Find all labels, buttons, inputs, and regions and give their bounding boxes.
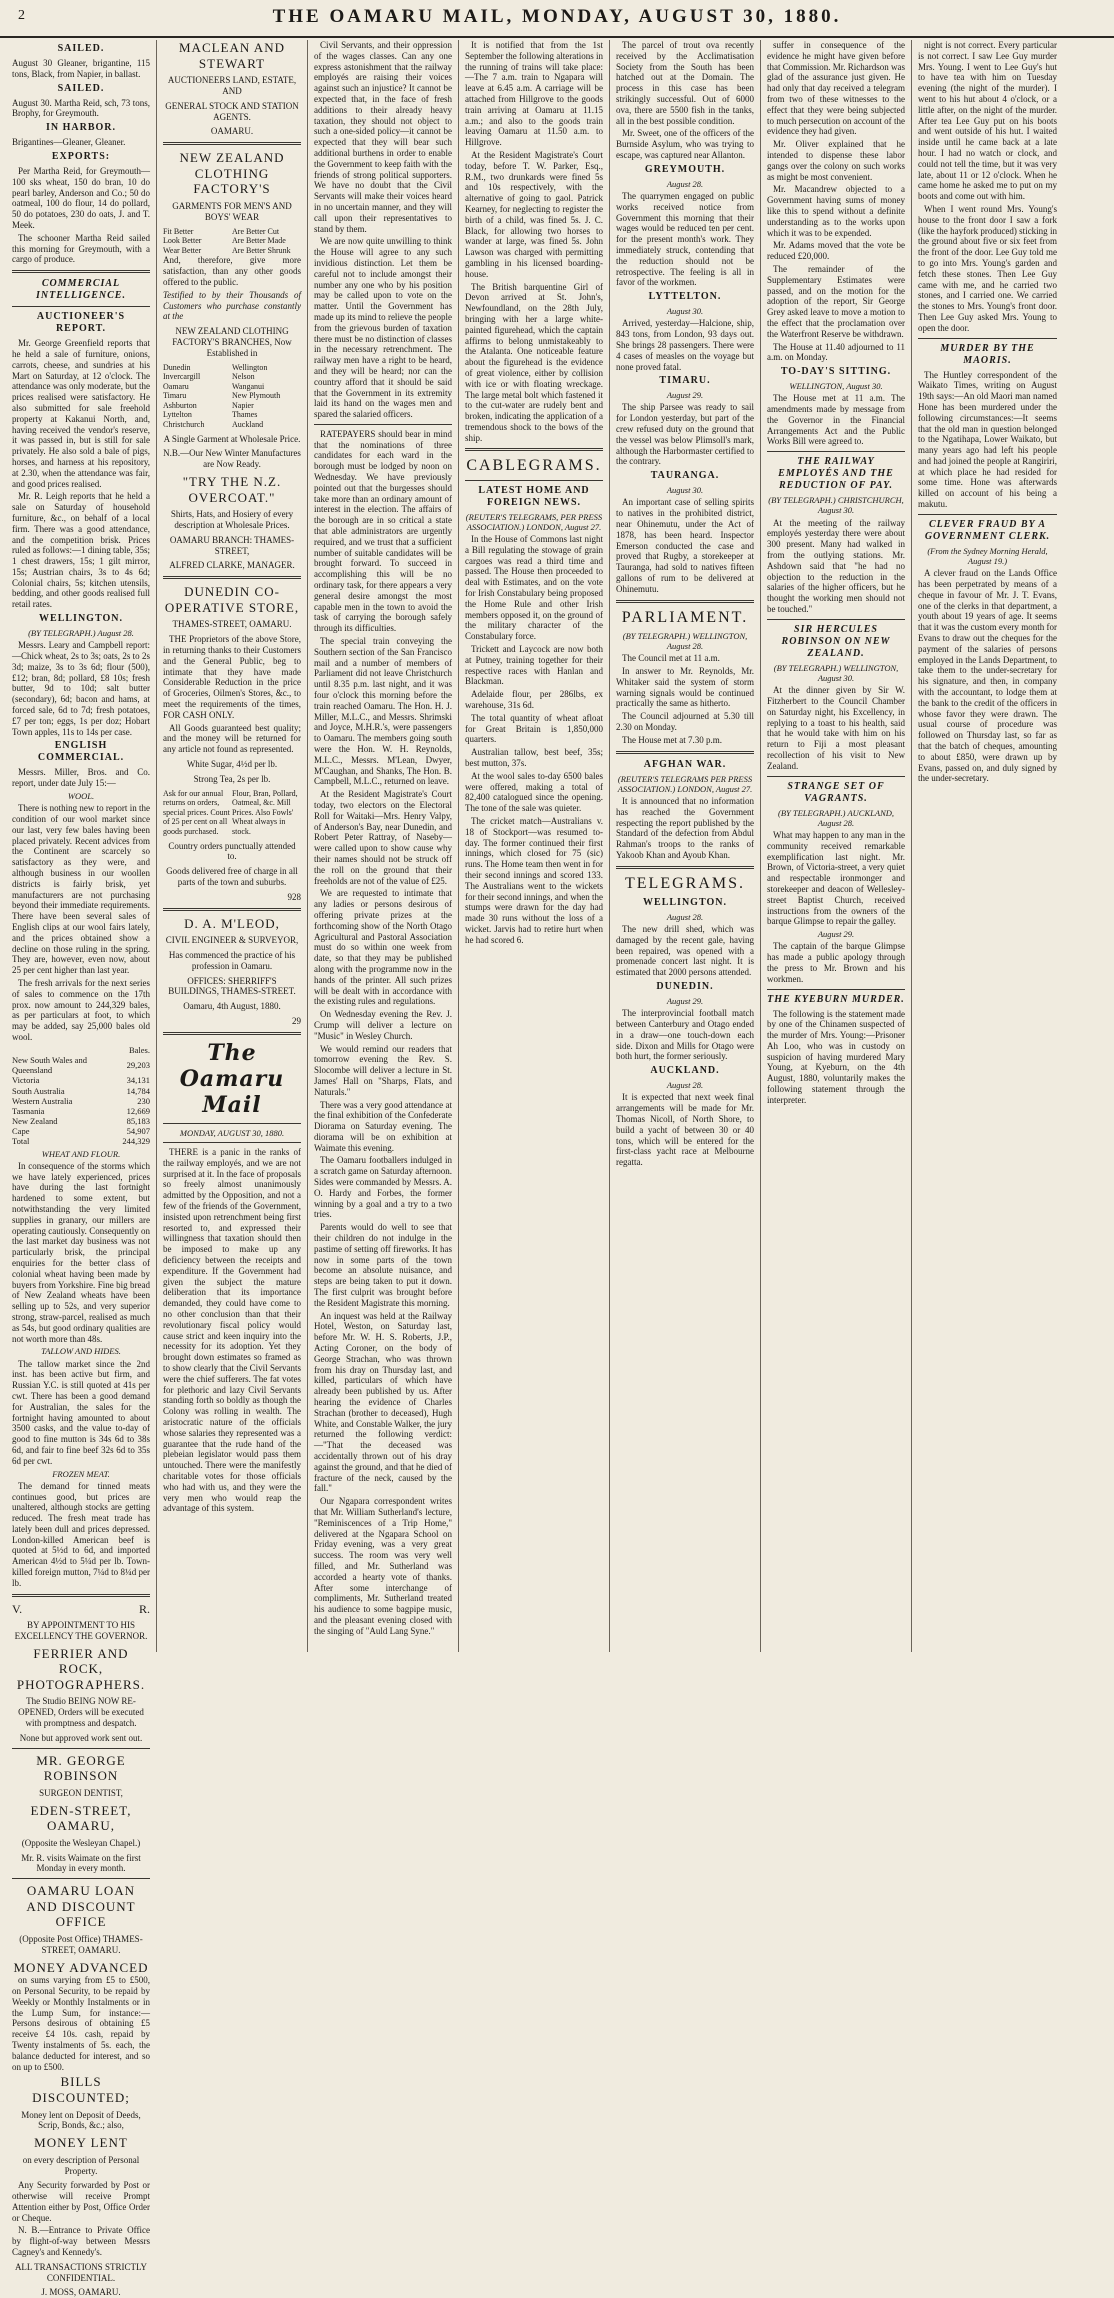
railway-sub: (BY TELEGRAPH.) CHRISTCHURCH, August 30. — [768, 495, 904, 516]
divider — [12, 1878, 150, 1879]
bales-total-label: Total — [12, 1136, 30, 1147]
entrance-text: N. B.—Entrance to Private Office by flight-of-way between Messrs Cagney's and Kennedy's. — [12, 2225, 150, 2258]
article-text: It is notified that from the 1st September the following alterations in the running of trains will take place:—The 7 a.m. train to Ngapara will leave at 6.45 a.m. A carriage will be attached from Hillgrove to the goods train arriving at Oamaru at 11.15 a.m.; and also to the goods train leaving Oamaru at 11.50 a.m. to Hillgrove. — [465, 40, 603, 148]
vagrants-text2: The captain of the barque Glimpse has made a public apology through the press to Mr. Brown and his workmen. — [767, 941, 905, 984]
divider — [767, 619, 905, 620]
bales-name: South Australia — [12, 1085, 65, 1096]
nzc-left-item: Look Better — [163, 236, 202, 246]
article-text: Civil Servants, and their oppression of the wages classes. Can any one express astonishment that the railway employés are raising their voices against such an injustice? It cannot be expected that, in the face of fresh additions to their already heavy taxation, they should not object to such a one-sided policy—it cannot be expected that they will bear such additional burthens in order to enable the Government to keep faith with the friends of strong political supporters. We have no doubt that the Civil Servants will make their voices heard in no uncertain manner, and they will call upon their representatives to stand by them. — [314, 40, 452, 234]
nzc-branch: Nelson — [232, 372, 255, 382]
cablegrams-source: (REUTER'S TELEGRAMS, PER PRESS ASSOCIATION.) LONDON, August 27. — [465, 511, 603, 532]
telegrams-place: WELLINGTON. — [643, 896, 727, 908]
page-number: 2 — [18, 8, 25, 23]
newspaper-title: THE OAMARU MAIL, MONDAY, AUGUST 30, 1880. — [272, 6, 842, 27]
maclean-town: OAMARU. — [210, 126, 254, 137]
mleod-number: 29 — [292, 1015, 301, 1026]
column-7 — [912, 40, 1063, 1652]
article-text: The British barquentine Girl of Devon arrived at St. John's, Newfoundland, on the 28th July, bringing with her a large white-painted figurehead, which the captain affirms to belong unmistakeably to the Atalanta. One noticeable feature about the figurehead is the evidence of great violence, either by collision with ice or with floating wreckage. The large metal bolt which fastened it to the cut-water are rudely bent and broken, indicating the application of a tremendous shock to the bows of the ship. — [465, 281, 603, 443]
auckland-date: August 28. — [666, 1080, 704, 1091]
exports-heading: EXPORTS: — [51, 150, 111, 162]
maclean-sub2: GENERAL STOCK AND STATION AGENTS. — [165, 100, 299, 122]
nzc-branch: Wanganui — [232, 381, 265, 391]
moss-signature: J. MOSS, OAMARU. — [41, 2287, 121, 2298]
cable-text: Australian tallow, best beef, 35s; best mutton, 37s. — [465, 747, 603, 768]
article-text: suffer in consequence of the evidence he might have given before that Commission. Mr. Richardson was glad of the assurance just given. He had only that day received a telegram from two of these witnesses to the effect that they were being subjected to much persecution on account of the evidence they had given. — [767, 40, 905, 137]
article-text: There was a very good attendance at the final exhibition of the Confederate Diorama on Saturday evening. The diorama will be on exhibition at Waimate this evening. — [314, 1099, 452, 1153]
parliament-text: The House met at 7.30 p.m. — [622, 734, 722, 745]
masthead — [0, 0, 1114, 38]
coop-heading: DUNEDIN CO-OPERATIVE STORE, — [164, 584, 300, 615]
lyttelton-heading: LYTTELTON. — [648, 291, 722, 303]
wheat-heading: WHEAT AND FLOUR. — [41, 1148, 121, 1159]
wellington-commercial-heading: WELLINGTON. — [39, 613, 123, 625]
nzc-right-item: Are Better Shrunk — [232, 245, 291, 255]
loan-heading: OAMARU LOAN AND DISCOUNT OFFICE — [26, 1883, 136, 1930]
divider — [12, 1594, 150, 1597]
dunedin-text: The interprovincial football match between Canterbury and Otago ended in a draw—one touch-down each side. Dixon and Mills for Otago were both hurt, the former seriously. — [616, 1008, 754, 1062]
nzc-testified: Testified to by their Thousands of Customers who purchase constantly at the — [163, 289, 301, 322]
bales-name: Tasmania — [12, 1105, 45, 1116]
nzc-sub: GARMENTS FOR MEN'S AND BOYS' WEAR — [172, 200, 292, 222]
security-text: Any Security forwarded by Post or otherwise will receive Prompt Attention either by Post, Office Order or Cheque. — [12, 2180, 150, 2223]
article-text: Mr. Adams moved that the vote be reduced £20,000. — [767, 240, 905, 262]
article-text: At the Resident Magistrate's Court today, two electors on the Electoral Roll for Waitaki—Mrs. Henry Valpy, of Anderson's Bay, near Dunedin, and Robert Peter Rattray, of Naseby—were called upon to show cause why their names should not be struck off the roll on the ground that their freeholds are not of the value of £25. — [314, 789, 452, 886]
nzc-branch: Christchurch — [163, 420, 205, 430]
nzc-nb: N.B.—Our New Winter Manufactures are Now Ready. — [163, 448, 301, 470]
loan-address: (Opposite Post Office) THAMES-STREET, OAMARU. — [19, 1933, 143, 1955]
bales-total: 244,329 — [122, 1136, 150, 1147]
leigh-text: Mr. R. Leigh reports that he held a sale on Saturday of household furniture, &c., on behalf of a local firm. There was a good attendance, and the competition brisk. Prices ruled as follows:—1 dining table, 35s; 1 chest drawers, 15s; 1 gilt mirror, 15s; Austrian chairs, 3s to 4s 6d; Colonial chairs, 5s; kitchen utensils, bedding, and other goods realised full retail rates. — [12, 491, 150, 610]
nzc-branch-address: OAMARU BRANCH: THAMES-STREET, — [169, 534, 295, 556]
nzc-branch: Timaru — [163, 391, 187, 401]
wellington-commercial-sub: (BY TELEGRAPH.) August 28. — [28, 628, 134, 639]
divider — [12, 1748, 150, 1749]
nzc-branches — [163, 363, 301, 430]
article-text: When I went round Mrs. Young's house to the front door I saw a fork (like the hayfork produced) sticking in the ground about five or six feet from the front of the door. Lee Guy told me to go into Mrs. Young's garden and fetch these stones. Then Lee Guy came with me, and he carried two stones, and I carried one. We carried the stones to Mrs. Young's front door. Then Lee Guy asked Mrs. Young to open the door. — [918, 203, 1057, 333]
telegrams-heading: TELEGRAMS. — [625, 874, 745, 892]
kyeburn-heading: THE KYEBURN MURDER. — [767, 993, 905, 1005]
cable-text: The total quantity of wheat afloat for Great Britain is 1,850,000 quarters. — [465, 712, 603, 745]
table-row — [12, 1126, 150, 1136]
fraud-sub: (From the Sydney Morning Herald, August 19.) — [927, 545, 1048, 567]
timaru-date: August 29. — [666, 390, 704, 401]
column-6 — [761, 40, 912, 1652]
divider — [767, 776, 905, 777]
nzc-single: A Single Garment at Wholesale Price. — [163, 433, 301, 444]
article-text: We would remind our readers that tomorrow evening the Rev. S. Slocombe will deliver a lecture in St. James' Hall on "Sharps, Flats, and Naturals." — [314, 1043, 452, 1097]
nzc-right-item: Are Better Cut — [232, 226, 280, 236]
harbor-heading: IN HARBOR. — [45, 122, 116, 134]
tauranga-heading: TAURANGA. — [650, 470, 720, 482]
article-text: At the Resident Magistrate's Court today, before T. W. Parker, Esq., R.M., two drunkards were fined 5s and 10s respectively, with the alternative of going to gaol. Patrick Kearney, for neglecting to register the birth of a child, was fined 5s. J. C. Black, for allowing two horses to wander at large, was fined 5s. John Lawson was charged with permitting gambling in his licensed boarding-house. — [465, 149, 603, 279]
english-commercial-text: Messrs. Miller, Bros. and Co. report, under date July 15:— — [12, 767, 150, 789]
column-3 — [308, 40, 459, 1652]
harbor-text: Brigantines—Gleaner, Gleaner. — [12, 137, 126, 148]
coop-ask — [163, 789, 301, 837]
column-2 — [157, 40, 308, 1652]
divider — [163, 908, 301, 911]
divider — [767, 451, 905, 452]
bales-name: New South Wales and Queensland — [12, 1054, 87, 1076]
nzc-branch: Thames — [232, 410, 258, 420]
dentist-address: EDEN-STREET, OAMARU, — [30, 1802, 132, 1834]
bales-name: Western Australia — [12, 1095, 73, 1106]
vagrants-heading: STRANGE SET OF VAGRANTS. — [787, 780, 885, 804]
nzc-left-item: Fit Better — [163, 226, 194, 236]
greymouth-heading: GREYMOUTH. — [644, 163, 726, 175]
vagrants-sub: (BY TELEGRAPH.) AUCKLAND, August 28. — [777, 807, 895, 828]
mleod-date: Oamaru, 4th August, 1880. — [183, 1001, 281, 1012]
cable-text: Trickett and Laycock are now both at Putney, training together for their respective races with Hanlan and Blackman. — [465, 644, 603, 687]
tauranga-text: An important case of selling spirits to natives in the prohibited district, near Ohinemutu, under the Act of 1878, has been heard. Inspector Emerson conducted the case and proved that Rugby, a storekeeper at Tauranga, had sold to natives fifteen gallons of rum to be delivered at Ohinemutu. — [616, 497, 754, 594]
divider — [767, 989, 905, 990]
nzc-branch: Wellington — [232, 362, 268, 372]
sailed-text: August 30. Martha Reid, sch, 73 tons, Brophy, for Greymouth. — [12, 97, 150, 119]
sailed-heading: SAILED. — [57, 82, 105, 94]
divider — [314, 424, 452, 425]
coop-sugar: White Sugar, 4½d per lb. — [186, 758, 278, 769]
mleod-sub: CIVIL ENGINEER & SURVEYOR, — [165, 935, 299, 946]
money-advanced: MONEY ADVANCED — [13, 1959, 149, 1975]
table-row — [12, 1116, 150, 1126]
wellington-commercial-text: Messrs. Leary and Campbell report:—Chick wheat, 2s to 3s; oats, 2s to 2s 3d; maize, 3s to 3s 6d; flour (500), £12; bran, 8d; pollard, £8 10s; fresh butter, 9d to 10d; salt butter (secondary), 6d; bacon and hams, at forced sale, 6d to 7d; fresh potatoes, £7 per ton; eggs, 1s per doz; Hobart Town apples, 11s to 14s per case. — [12, 640, 150, 737]
bales-value: 14,784 — [126, 1085, 150, 1096]
ferrier-text: The Studio BEING NOW RE-OPENED, Orders will be executed with promptness and despatch. — [18, 1696, 144, 1729]
exports-text: Per Martha Reid, for Greymouth—100 sks wheat, 150 do bran, 10 do pearl barley, Anderson and Co.; 50 do oatmeal, 100 do flour, 14 do pollard, 50 do potatoes, 230 do oats, J. and T. Meek. — [12, 165, 150, 230]
article-text: night is not correct. Every particular is not correct. I saw Lee Guy murder Mrs. Young. I went to Lee Guy's hut to have tea with him on Tuesday evening (the night of the murder). I went to his hut about 4 o'clock, or a little after, on the night of the murder. After tea Lee Guy put on his boots and went outside of his hut. I waited inside until he came back at a late hour. I had no watch or clock, and could not tell the time, but it was very late, about 11 or 12 o'clock. When he came home he asked me to put on my boots and come out with him. — [918, 40, 1057, 202]
article-text: On Wednesday evening the Rev. J. Crump will deliver a lecture on "Music" in Wesley Church. — [314, 1009, 452, 1041]
editorial-text: THERE is a panic in the ranks of the railway employés, and we are not surprised at it. In the face of proposals so freely almost unanimously admitted by the Opposition, and not a few of the friends of the Government, insisted upon retrenchment being first resorted to, and expressed their willingness that taxation should then be imposed to make up any deficiency between the receipts and expenditure. If the Government had given the subject the mature deliberation that its importance demanded, they could have come to no other conclusion than that their revolutionary fiscal policy would cause strict and keen inquiry into the necessity for its adoption. Yet they brought down estimates so framed as to show clearly that the Civil Servants were the chief sufferers. The fat votes for plethoric and lazy Civil Servants standing forth so boldly as though the Colony was rolling in wealth. The aristocratic nature of the officials whose salaries they represented was a guarantee that the rude hand of the plebeian legislator would pass them untouched. There were the manifestly charitable votes for those officials who had with us, and they were the very men who would reap the advantage of this system. — [163, 1147, 301, 1514]
bales-name: Victoria — [12, 1075, 40, 1086]
cablegrams-heading: CABLEGRAMS. — [466, 457, 602, 475]
dentist-title: SURGEON DENTIST, — [39, 1787, 123, 1798]
table-row — [12, 1075, 150, 1085]
dentist-name: MR. GEORGE ROBINSON — [36, 1752, 126, 1784]
maclean-sub1: AUCTIONEERS LAND, ESTATE, AND — [167, 75, 297, 96]
sitting-sub: WELLINGTON, August 30. — [789, 381, 883, 392]
bales-value: 29,203 — [126, 1060, 150, 1071]
wheat-text: In consequence of the storms which we have lately experienced, prices have during the last fortnight hardened to some extent, but notwithstanding the very limited supplies in granary, our millers are operating cautiously. Consequently on the last market day business was not particularly brisk, the principal enquiries for the better class of colonial wheat having been made by buyers from Yorkshire. Fine big bread of New Zealand wheats have been selling up to 52s, and very superior strong, straw-parcel, realised as much as 54s, but good ordinary qualities are not worth more than 48s. — [12, 1160, 150, 1344]
column-1 — [6, 40, 157, 2298]
divider — [12, 270, 150, 273]
nzc-branch: Dunedin — [163, 362, 191, 372]
robinson-sub: (BY TELEGRAPH.) WELLINGTON, August 30. — [773, 662, 899, 684]
nzc-manager: ALFRED CLARKE, MANAGER. — [169, 560, 295, 571]
lyttelton-date: August 30. — [666, 306, 704, 317]
article-text: Mr. Oliver explained that he intended to dispense these labor gangs over the colony on such works as might be most convenient. — [767, 139, 905, 182]
nzc-branch: New Plymouth — [232, 391, 281, 401]
maori-text: The Huntley correspondent of the Waikato Times, writing on August 19th says:—An old Maori man named Hone has been murdered under the following circumstances:—It seems that the old man in question belonged to the Ngatihapa, Lower Waikato, but many years ago had left his people and had joined the people at Rangiriri, at which place he had resided for some time. Hone was afterwards killed on account of his being a makutu. — [918, 369, 1057, 510]
mleod-heading: D. A. M'LEOD, — [184, 915, 280, 931]
article-text: Parents would do well to see that their children do not indulge in the pastime of setting off fireworks. It has now in some parts of the town become an absolute nuisance, and steps are being taken to put it down. The first culprit was brought before the Resident Magistrate this morning. — [314, 1222, 452, 1308]
nzc-branches-heading: NEW ZEALAND CLOTHING FACTORY'S BRANCHES, Now Established in — [172, 326, 292, 358]
article-text: The House at 11.40 adjourned to 11 a.m. on Monday. — [767, 341, 905, 363]
cable-text: In the House of Commons last night a Bill regulating the stowage of grain cargoes was read a third time and passed. The House then proceeded to deal with Estimates, and on the vote for Irish Constabulary being proposed the Home Rule and other Irish members opposed it, on the ground of the military character of the Constabulary force. — [465, 534, 603, 642]
money-lent-text: on every description of Personal Property. — [22, 2154, 140, 2176]
greymouth-text: The quarrymen engaged on public works received notice from Government this morning that their wages would be reduced ten per cent. for the present month's work. They immediately struck, contending that the reduction should not be retrospective. The feeling is all in favor of the workmen. — [616, 190, 754, 288]
fraud-text: A clever fraud on the Lands Office has been perpetrated by means of a cheque in favour of Mr. J. T. Evans, one of the clerks in that department, a youth about 19 years of age. It seems that it was the custom every month for Evans to draw out the cheques for the payment of the salaries of persons employed in the Lands Department, to take them to the under-secretary for his signature, and then, in company with the accountant, to lodge them at the bank to the credit of the officers in whose favor they were drawn. The usual course of procedure was followed on Thursday last, so far as that the batch of cheques, amounting to about £850, were drawn up by Evans, passed on, and duly signed by the under-secretary. — [918, 568, 1057, 784]
dentist-sub: (Opposite the Wesleyan Chapel.) — [21, 1837, 141, 1848]
divider — [163, 142, 301, 145]
nzc-right-item: Are Better Made — [232, 236, 286, 246]
timaru-text: The ship Parsee was ready to sail for London yesterday, but part of the crew refused duty on the ground that the vessel was below Plimsoll's mark, although the Harbormaster certified to the contrary. — [616, 402, 754, 467]
wool-heading: WOOL. — [67, 791, 95, 802]
article-text: The Oamaru footballers indulged in a scratch game on Saturday afternoon. Sides were commanded by Messrs. A. O. Hardy and Forbes, the former winning by a goal and a try to a two tries. — [314, 1155, 452, 1220]
coop-tea: Strong Tea, 2s per lb. — [193, 773, 271, 784]
bales-value: 34,131 — [126, 1075, 150, 1086]
table-row — [12, 1055, 150, 1075]
vagrants-date: August 29. — [817, 929, 855, 940]
divider — [12, 306, 150, 307]
tallow-text: The tallow market since the 2nd inst. has been active but firm, and Russian Y.C. is still quoted at 41s per cwt. There has been a good demand for Australian, the sales for the fortnight having amounted to about 3500 casks, and the value to-day of good to fine mutton is 34s 6d to 38s 6d, and fair to fine beef 32s 6d to 35s 6d per cwt. — [12, 1358, 150, 1466]
divider — [465, 480, 603, 481]
cablegrams-sub: LATEST HOME AND FOREIGN NEWS. — [478, 484, 590, 508]
article-text: The special train conveying the Southern section of the San Francisco mail and a number of members of Parliament did not leave Christchurch until 8.35 p.m. last night, and it was four o'clock this morning before the train reached Oamaru. The Hon. H. J. Miller, M.L.C., and Messrs. Shrimski and Joyce, M.H.R.'s, were passengers to Oamaru. The members going south were the Hon. W. H. Reynolds, M.L.C., Messrs. M'Lean, Dwyer, M'Caughan, and Shanks, The Hon. B. Campbell, M.L.C., returned on leave. — [314, 636, 452, 787]
bales-value: 54,907 — [126, 1126, 150, 1137]
cable-text: At the wool sales to-day 6500 bales were offered, making a total of 82,400 catalogued since the opening. The tone of the sale was quieter. — [465, 770, 603, 814]
nzc-branch: Napier — [232, 400, 254, 410]
cable-text: The cricket match—Australians v. 18 of Stockport—was resumed to-day. The former continued their first innings, which closed for 75 (sic) runs. The Home team then went in for their second innings and scored 133. The Australians went to the wickets for their second innings, and when the stumps were drawn for the day had made 30 runs without the loss of a wicket. Jarvis had to retire hurt when he had scored 6. — [465, 815, 603, 945]
nzc-branch: Auckland — [232, 420, 264, 430]
bales-value: 85,183 — [126, 1116, 150, 1127]
bales-label: Bales. — [128, 1044, 150, 1055]
article-text: We are requested to intimate that any ladies or persons desirous of offering private prizes at the forthcoming show of the North Otago Agricultural and Pastoral Association must do so within one week from date, so that they may be published along with the programme now in the hands of the printer. All such prizes will be dealt with in accordance with the existing rules and regulations. — [314, 888, 452, 1007]
auctioneer-text: Mr. George Greenfield reports that he held a sale of furniture, onions, carrots, cheese, and sundries at his Mart on Saturday, at 12 o'clock. The attendance was only moderate, but the prices realised were satisfactory. He also submitted for sale freehold property at Kakanui North, and, having received the vendor's reserve, it was passed in, but is still for sale privately. He also sold a bale of pigs, horses, and harness at his repository, at 2.30, when the attendance was fair, and good prices realised. — [12, 338, 150, 489]
divider — [163, 576, 301, 579]
railway-heading: THE RAILWAY EMPLOYÉS AND THE REDUCTION OF PAY. — [778, 456, 894, 492]
lyttelton-text: Arrived, yesterday—Halcione, ship, 843 tons, from London, 93 days out. She brings 28 passengers. There were 4 cases of measles on the voyage but none proved fatal. — [616, 318, 754, 372]
sitting-heading: TO-DAY'S SITTING. — [780, 366, 892, 378]
ferrier-heading: FERRIER AND ROCK, PHOTOGRAPHERS. — [16, 1645, 146, 1692]
column-4 — [459, 40, 610, 1652]
maori-heading: MURDER BY THE MAORIS. — [940, 342, 1035, 366]
nzc-shirts: Shirts, Hats, and Hosiery of every description at Wholesale Prices. — [170, 509, 294, 531]
fresh-arrivals-text: The fresh arrivals for the next series of sales to commence on the 17th prox. now amount to 244,329 bales, as per particulars at foot, to which may be added, say 25,000 bales old wool. — [12, 977, 150, 1042]
nzc-text: And, therefore, give more satisfaction, than any other goods offered to the public. — [163, 255, 301, 287]
commercial-heading: COMMERCIAL INTELLIGENCE. — [36, 278, 126, 302]
divider — [465, 448, 603, 451]
nzc-branch: Lyttelton — [163, 410, 192, 420]
article-text: Mr. Sweet, one of the officers of the Burnside Asylum, who was trying to escape, was captured near Allanton. — [616, 128, 754, 160]
vr-right: R. — [138, 1601, 150, 1616]
table-row — [12, 1096, 150, 1106]
nzc-branch: Ashburton — [163, 400, 197, 410]
parliament-sub: (BY TELEGRAPH.) WELLINGTON, August 28. — [622, 630, 748, 651]
divider — [918, 338, 1057, 339]
english-commercial-heading: ENGLISH COMMERCIAL. — [37, 740, 125, 764]
parliament-heading: PARLIAMENT. — [621, 608, 749, 626]
divider — [616, 600, 754, 603]
coop-text: THE Proprietors of the above Store, in returning thanks to their Customers and the General Public, beg to intimate that they have made Considerable Reduction in the price of Groceries, Oilmen's Stores, &c., to meet the requirements of the times, FOR CASH ONLY. — [163, 634, 301, 720]
divider — [616, 866, 754, 869]
parliament-text: The Council met at 11 a.m. — [622, 653, 720, 664]
bales-value: 12,669 — [126, 1105, 150, 1116]
table-row — [12, 1086, 150, 1096]
fraud-heading: CLEVER FRAUD BY A GOVERNMENT CLERK. — [924, 518, 1051, 542]
article-text: Our Ngapara correspondent writes that Mr. William Sutherland's lecture, "Reminiscences of a Trip Home," delivered at the Ngapara School on Friday evening, was a very great success. The room was very well filled, and Mr. Sutherland was accorded a hearty vote of thanks. After some interchange of compliments, Mr. Sutherland treated his audience to some bagpipe music, and the pleasant evening closed with the singing of "Auld Lang Syne." — [314, 1496, 452, 1636]
sitting-text: The House met at 11 a.m. The amendments made by message from the Governor in the Financial Arrangements Act and the Public Works Bill were agreed to. — [767, 393, 905, 447]
coop-ask-left: Ask for our annual returns on orders, special prices. Count of 25 per cent on all goods purchased. — [163, 788, 230, 836]
bales-value: 230 — [137, 1095, 150, 1106]
frozen-text: The demand for tinned meats continues good, but prices are unaltered, although stocks are getting reduced. The fresh meat trade has lately been dull and prices depressed. London-killed American beef is quoted at 5½d to 6d, and imported American 4½d to 5¼d per lb. Town-killed foreign mutton, 7¼d to 8¼d per lb. — [12, 1480, 150, 1588]
shipping-sailed-text: August 30 Gleaner, brigantine, 115 tons, Black, from Napier, in ballast. — [12, 58, 150, 79]
auctioneer-heading: AUCTIONEER'S REPORT. — [36, 311, 126, 335]
table-row — [12, 1136, 150, 1146]
nzc-branch: Invercargill — [163, 372, 201, 382]
ferrier-note: None but approved work sent out. — [19, 1732, 143, 1743]
mleod-offices: OFFICES: SHERRIFF'S BUILDINGS, THAMES-STREET. — [168, 975, 296, 997]
tauranga-date: August 30. — [666, 485, 704, 496]
bills-heading: BILLS DISCOUNTED; — [32, 2074, 130, 2105]
bales-name: Cape — [12, 1126, 30, 1137]
money-lent: MONEY LENT — [34, 2135, 128, 2151]
nzc-left-item: Wear Better — [163, 245, 202, 255]
wool-text: There is nothing new to report in the condition of our wool market since our last, very few bales having been placed privately. Recent advices from the Continent are scarcely so satisfactory as they were, and although business in our woollen districts is fairly brisk, yet manufacturers are not purchasing beyond their immediate requirements. There have been several sales of English clips at our wool fairs lately, and the prices obtained show a decline on those ruling in the spring. They are, however, even now, about 25 per cent higher than last year. — [12, 803, 150, 976]
article-text: An inquest was held at the Railway Hotel, Weston, on Saturday last, before Mr. W. H. S. Roberts, J.P., Acting Coroner, on the body of George Strachan, who was thrown from his dray on Thursday last, and killed, particulars of which have already been published by us. After hearing the evidence of Charles Strachan (brother to deceased), Hugh White, and Constable Walker, the jury returned the following verdict:—"That the deceased was accidentally thrown out of his dray against the ground, and that he died of fracture of the neck, caused by the fall." — [314, 1310, 452, 1494]
column-5 — [610, 40, 761, 1652]
cable-text: Adelaide flour, per 286lbs, ex warehouse, 31s 6d. — [465, 689, 603, 710]
dentist-note: Mr. R. visits Waimate on the first Monday in every month. — [21, 1852, 141, 1874]
mail-date: MONDAY, AUGUST 30, 1880. — [179, 1127, 285, 1138]
coop-country: Country orders punctually attended to. — [168, 840, 296, 862]
appointment-text: BY APPOINTMENT TO HIS EXCELLENCY THE GOVERNOR. — [14, 1620, 148, 1641]
nzc-claims — [163, 227, 301, 256]
frozen-heading: FROZEN MEAT. — [52, 1468, 110, 1479]
confidential-text: ALL TRANSACTIONS STRICTLY CONFIDENTIAL. — [14, 2261, 148, 2283]
nzc-heading: NEW ZEALAND CLOTHING FACTORY'S — [179, 150, 285, 197]
nzc-overcoat: "TRY THE N.Z. OVERCOAT." — [182, 474, 282, 505]
railway-text: At the meeting of the railway employés yesterday there were about 300 present. Many had walked in from the outlying stations. Mr. Ashdown said that "he had no objection to the reduction in the salaries of the higher officers, but he thought the working men should not be touched." — [767, 517, 905, 615]
robinson-text: At the dinner given by Sir W. Fitzherbert to the Council Chamber on Saturday night, his Excellency, in replying to a toast to his health, said that he would take with him on his return to Fiji a most pleasant recollection of his visit to New Zealand. — [767, 685, 905, 771]
afghan-heading: AFGHAN WAR. — [643, 758, 727, 770]
table-row — [12, 1106, 150, 1116]
greymouth-date: August 28. — [666, 178, 704, 189]
loan-text: on sums varying from £5 to £500, on Personal Security, to be repaid by Weekly or Monthly Instalments or in the Lump Sum, for instance:—Persons desirous of obtaining £5 receive £4 10s. cash, repaid by Twenty instalments of 5s. each, the balance deducted for interest, and so on up to £500. — [12, 1975, 150, 2072]
telegrams-date: August 28. — [666, 911, 704, 922]
article-text: The parcel of trout ova recently received by the Acclimatisation Society from the South has been hatched out at the Domain. The process in this case has been strikingly successful. Out of 6000 ova, there are 5500 fish in the tanks, all in the best possible condition. — [616, 40, 754, 126]
divider — [616, 751, 754, 754]
vagrants-text: What may happen to any man in the community received remarkable exemplification last night. Mr. Brown, of Victoria-street, a very quiet and respectable ironmonger and storekeeper and deacon of Wellesley-street Baptist Church, received instructions from the owners of the barque Glimpse to repair the galley. — [767, 829, 905, 927]
article-text: The remainder of the Supplementary Estimates were passed, and on the motion for the adoption of the report, Sir George Grey asked leave to move a motion to the effect that the proclamation over the Waterfront Reserve be withdrawn. — [767, 263, 905, 339]
afghan-text: It is announced that no information has reached the Government respecting the report published by the Standard of the defection from Abdul Rahman's troops to the ranks of Yakoob Khan and Ayoub Khan. — [616, 795, 754, 860]
mleod-text: Has commenced the practice of his profession in Oamaru. — [168, 949, 296, 971]
article-text: Mr. Macandrew objected to a Government having sums of money like this to spend without a definite understanding as to the works upon which it was to be expended. — [767, 184, 905, 238]
page-columns — [6, 40, 1108, 2298]
bills-text: Money lent on Deposit of Deeds, Scrip, Bonds, &c.; also, — [21, 2109, 141, 2131]
shipping-sailed-heading: SAILED. — [57, 43, 105, 54]
tallow-heading: TALLOW AND HIDES. — [41, 1346, 121, 1357]
parliament-text: The Council adjourned at 5.30 till 2.30 on Monday. — [616, 711, 754, 732]
kyeburn-text: The following is the statement made by one of the Chinamen suspected of the murder of Mrs. Young:—Prisoner Ah Loo, who was in custody on suspicion of having murdered Mary Young, at Kyeburn, on the 4th August, 1880, voluntarily makes the following statement through the interpreter. — [767, 1008, 905, 1105]
article-text: RATEPAYERS should bear in mind that the nominations of three candidates for each ward in the borough must be lodged by noon on Wednesday. We have previously pointed out that the burgesses should take more than an ordinary amount of interest in the election. The affairs of the borough are in so critical a state that able administrators are urgently required, and we trust that a sufficient number of suitable candidates will be brought forward. To succeed in accomplishing this will be no ordinary task, for there appears a very general desire amongst the most capable men in the town to avoid the task of carrying the borough safely through its difficulties. — [314, 428, 452, 634]
vr-left: V. — [12, 1601, 23, 1616]
dunedin-date: August 29. — [666, 996, 704, 1007]
schooner-text: The schooner Martha Reid sailed this morning for Greymouth, with a cargo of produce. — [12, 232, 150, 265]
coop-delivered: Goods delivered free of charge in all parts of the town and suburbs. — [166, 866, 298, 887]
coop-number: 928 — [287, 891, 301, 902]
parliament-text: In answer to Mr. Reynolds, Mr. Whitaker said the system of storm warning signals would be continued practically the same as hitherto. — [616, 665, 754, 709]
divider — [163, 1032, 301, 1035]
divider — [918, 514, 1057, 515]
coop-goods: All Goods guaranteed best quality; and the money will be returned for any article not found as represented. — [163, 722, 301, 755]
maclean-heading: MACLEAN AND STEWART — [179, 40, 285, 71]
nzc-branch: Oamaru — [163, 381, 189, 391]
dunedin-heading: DUNEDIN. — [656, 981, 714, 993]
vr-crest — [12, 1602, 150, 1616]
robinson-heading: SIR HERCULES ROBINSON ON NEW ZEALAND. — [781, 623, 891, 659]
telegrams-text: The new drill shed, which was damaged by the recent gale, having been repaired, was opened with a promenade concert last night. It is estimated that 2000 persons attended. — [616, 924, 754, 978]
auckland-heading: AUCKLAND. — [650, 1065, 720, 1077]
auckland-text: It is expected that next week final arrangements will be made for Mr. Thomas Nicoll, of North Shore, to build a yacht of between 30 or 40 tons, which will be entered for the first-class yacht race at Melbourne regatta. — [616, 1092, 754, 1168]
mail-title: The Oamaru Mail — [179, 1039, 285, 1119]
coop-ask-right: Flour, Bran, Pollard, Oatmeal, &c. Mill Prices. Also Fowls' Wheat always in stock. — [232, 788, 298, 836]
afghan-sub: (REUTER'S TELEGRAMS PER PRESS ASSOCIATION.) LONDON, August 27. — [617, 773, 753, 794]
bales-name: New Zealand — [12, 1116, 58, 1127]
timaru-heading: TIMARU. — [659, 375, 711, 387]
article-text: We are now quite unwilling to think the House will agree to any such invidious distinction. Let them be careful not to include amongst their number any one who by his position may be called upon to vote on the matter. Until the Government has made up its mind to relieve the people from the grievous burden of taxation there must be no distinction of classes in the necessary retrenchment. The railway men have a right to be heard, and they will be heard; nor can the country afford that it should be said that the Government in its extremity laid its hand on the wages men and spared the salaried officers. — [314, 236, 452, 420]
divider — [163, 1123, 301, 1124]
divider — [163, 1142, 301, 1143]
bales-table — [12, 1045, 150, 1147]
coop-address: THAMES-STREET, OAMARU. — [172, 619, 292, 630]
